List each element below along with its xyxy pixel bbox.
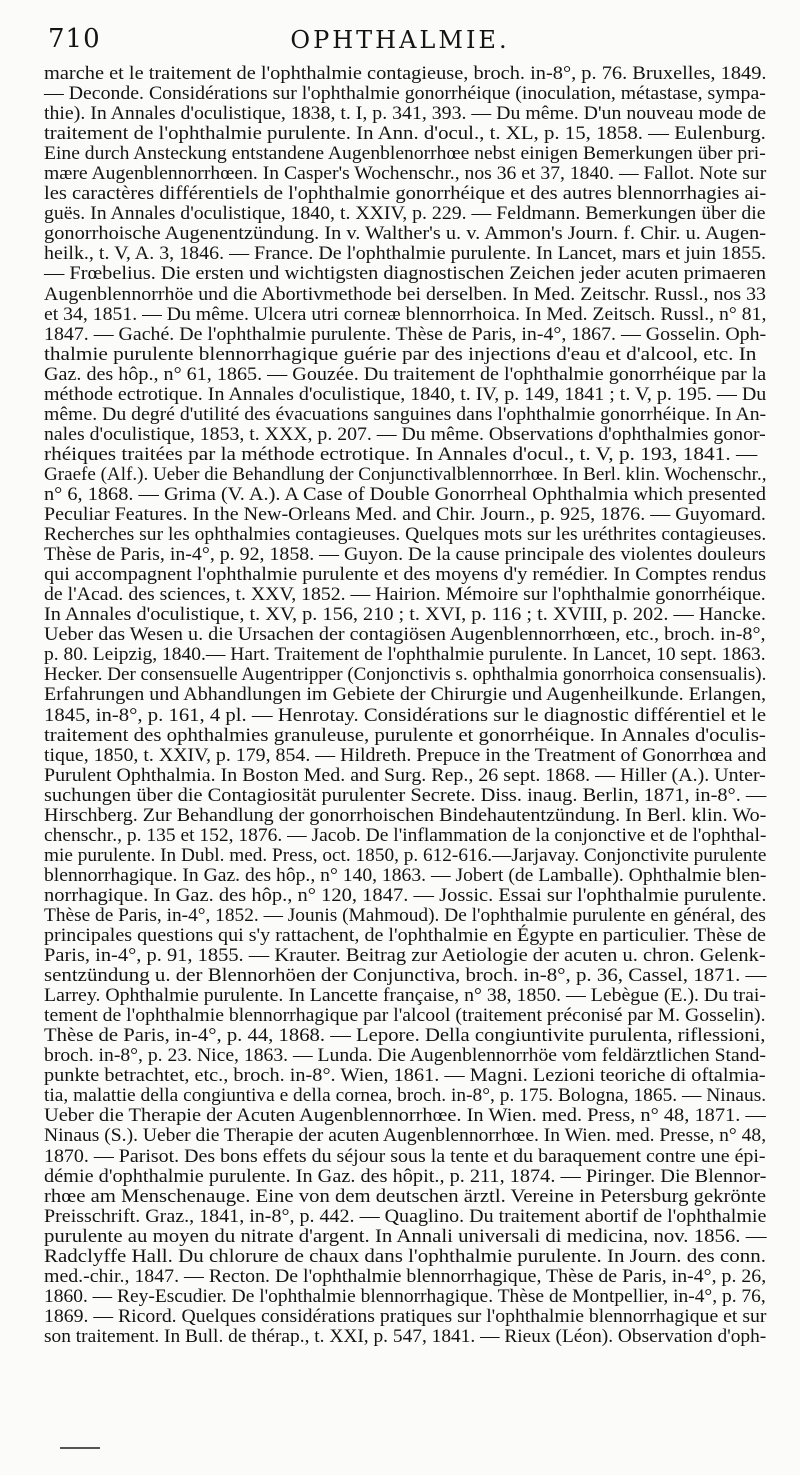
text-line: mære Augenblennorrhœen. In Casper's Wochenschr., nos 36 et 37, 1840. — Fallot. Note sur — [44, 164, 767, 185]
page-number: 710 — [48, 24, 101, 54]
text-line: sentzündung u. der Blennorhöen der Conjunctiva, broch. in-8°, p. 36, Cassel, 1871. — — [44, 966, 767, 987]
text-line: Thèse de Paris, in-4°, p. 92, 1858. — Guyon. De la cause principale des violentes douleurs — [44, 545, 766, 566]
text-line: 1869. — Ricord. Quelques considérations pratiques sur l'ophthalmie blennorrhagique et sur — [44, 1306, 767, 1327]
text-line: de l'Acad. des sciences, t. XXV, 1852. — Hairion. Mémoire sur l'ophthalmie gonorrhéique. — [44, 585, 766, 606]
text-line: tia, malattie della congiuntiva e della cornea, broch. in-8°, p. 175. Bologna, 1865. — Ninaus. — [44, 1086, 767, 1107]
text-line: Augenblennorrhöe und die Abortivmethode bei derselben. In Med. Zeitschr. Russl., nos 33 — [44, 284, 767, 305]
text-line: 1860. — Rey-Escudier. De l'ophthalmie blennorrhagique. Thèse de Montpellier, in-4°, p. 76, — [44, 1286, 766, 1307]
text-line: Gaz. des hôp., n° 61, 1865. — Gouzée. Du traitement de l'ophthalmie gonorrhéique par la — [44, 364, 767, 385]
text-line: In Annales d'oculistique, t. XV, p. 156, 210 ; t. XVI, p. 116 ; t. XVIII, p. 202. — Hancke. — [44, 605, 766, 626]
text-line: Larrey. Ophthalmie purulente. In Lancette française, n° 38, 1850. — Lebègue (E.). Du trai- — [44, 986, 767, 1007]
text-line: Purulent Ophthalmia. In Boston Med. and Surg. Rep., 26 sept. 1868. — Hiller (A.). Unter- — [44, 765, 766, 786]
text-line: Ninaus (S.). Ueber die Therapie der acuten Augenblennorrhœe. In Wien. med. Presse, n° 48, — [44, 1126, 767, 1147]
text-line: norrhagique. In Gaz. des hôp., n° 120, 1847. — Jossic. Essai sur l'ophthalmie purulente. — [44, 885, 767, 906]
text-line: 1870. — Parisot. Des bons effets du séjour sous la tente et du baraquement contre une épi- — [44, 1146, 766, 1167]
text-line: démie d'ophthalmie purulente. In Gaz. des hôpit., p. 211, 1874. — Piringer. Die Blennor- — [44, 1166, 767, 1187]
text-line: gonorrhoische Augenentzündung. In v. Walther's u. v. Ammon's Journ. f. Chir. u. Augen- — [44, 224, 766, 245]
text-line: Hirschberg. Zur Behandlung der gonorrhoischen Bindehautentzündung. In Berl. klin. Wo- — [44, 805, 767, 826]
text-line: Erfahrungen und Abhandlungen im Gebiete der Chirurgie und Augenheilkunde. Erlangen, — [44, 685, 766, 706]
text-line: heilk., t. V, A. 3, 1846. — France. De l'ophthalmie purulente. In Lancet, mars et juin 1855. — [44, 244, 767, 265]
text-line: tique, 1850, t. XXIV, p. 179, 854. — Hildreth. Prepuce in the Treatment of Gonorrhœa and — [44, 745, 767, 766]
text-line: rhéiques traitées par la méthode ectrotique. In Annales d'ocul., t. V, p. 193, 1841. — — [44, 444, 758, 465]
text-line: traitement des ophthalmies granuleuse, purulente et gonorrhéique. In Annales d'oculis- — [44, 725, 766, 746]
text-line: et 34, 1851. — Du même. Ulcera utri corneæ blennorrhoica. In Med. Zeitsch. Russl., n° 81, — [44, 304, 767, 325]
text-line: méthode ectrotique. In Annales d'oculistique, 1840, t. IV, p. 149, 1841 ; t. V, p. 195. — Du — [44, 384, 767, 405]
text-line: chenschr., p. 135 et 152, 1876. — Jacob. De l'inflammation de la conjonctive et de l'ophthal- — [44, 825, 767, 846]
text-line: n° 6, 1868. — Grima (V. A.). A Case of Double Gonorrheal Ophthalmia which presented — [44, 484, 767, 505]
page-header — [30, 18, 770, 58]
text-line: rhœe am Menschenauge. Eine von dem deutschen ärztl. Vereine in Petersburg gekrönte — [44, 1186, 767, 1207]
text-line: p. 80. Leipzig, 1840.— Hart. Traitement de l'ophthalmie purulente. In Lancet, 10 sept. 1863. — [44, 645, 766, 666]
running-head: OPHTHALMIE. — [290, 26, 510, 54]
text-line: suchungen über die Contagiosität purulenter Secrete. Diss. inaug. Berlin, 1871, in-8°. — — [44, 785, 767, 806]
text-line: principales questions qui s'y rattachent, de l'ophthalmie en Égypte en particulier. Thèse de — [44, 926, 766, 947]
text-line: Peculiar Features. In the New-Orleans Med. and Chir. Journ., p. 925, 1876. — Guyomard. — [44, 505, 766, 526]
text-line: Thèse de Paris, in-4°, p. 44, 1868. — Lepore. Della congiuntivite purulenta, riflessioni, — [44, 1026, 766, 1047]
text-line: Preisschrift. Graz., 1841, in-8°, p. 442. — Quaglino. Du traitement abortif de l'ophthalmie — [44, 1206, 767, 1227]
text-line: son traitement. In Bull. de thérap., t. XXI, p. 547, 1841. — Rieux (Léon). Observation d'oph- — [44, 1326, 767, 1347]
text-line: mie purulente. In Dubl. med. Press, oct. 1850, p. 612-616.—Jarjavay. Conjonctivite purulente — [44, 845, 767, 866]
text-line: 1845, in-8°, p. 161, 4 pl. — Henrotay. Considérations sur le diagnostic différentiel et le — [44, 705, 767, 726]
text-line: traitement de l'ophthalmie purulente. In Ann. d'ocul., t. XL, p. 15, 1858. — Eulenburg. — [44, 124, 766, 145]
text-line: nales d'oculistique, 1853, t. XXX, p. 207. — Du même. Observations d'ophthalmies gonor- — [44, 424, 766, 445]
text-line: 1847. — Gaché. De l'ophthalmie purulente. Thèse de Paris, in-4°, 1867. — Gosselin. Oph- — [44, 324, 767, 345]
text-line: purulente au moyen du nitrate d'argent. In Annali universali di medicina, nov. 1856. — — [44, 1226, 767, 1247]
text-line: marche et le traitement de l'ophthalmie contagieuse, broch. in-8°, p. 76. Bruxelles, 1849. — [44, 64, 767, 84]
text-line: même. Du degré d'utilité des évacuations sanguines dans l'ophthalmie gonorrhéique. In An- — [44, 404, 767, 425]
text-line: Eine durch Ansteckung entstandene Augenblenorrhœe nebst einigen Bemerkungen über pri- — [44, 144, 766, 165]
text-line: Recherches sur les ophthalmies contagieuses. Quelques mots sur les uréthrites contagieuses. — [44, 525, 767, 546]
text-line: — Frœbelius. Die ersten und wichtigsten diagnostischen Zeichen jeder acuten primaeren — [44, 264, 767, 285]
text-line: Radclyffe Hall. Du chlorure de chaux dans l'ophthalmie purulente. In Journ. des conn. — [44, 1246, 766, 1267]
text-line: Hecker. Der consensuelle Augentripper (Conjonctivis s. ophthalmia gonorrhoica consensualis). — [44, 665, 767, 686]
text-line: med.-chir., 1847. — Recton. De l'ophthalmie blennorrhagique, Thèse de Paris, in-4°, p. 26, — [44, 1266, 767, 1287]
text-line: Ueber das Wesen u. die Ursachen der contagiösen Augenblennorrhœen, etc., broch. in-8°, — [44, 625, 766, 646]
text-line: Thèse de Paris, in-4°, 1852. — Jounis (Mahmoud). De l'ophthalmie purulente en général, des — [44, 905, 766, 926]
text-line: Paris, in-4°, p. 91, 1855. — Krauter. Beitrag zur Aetiologie der acuten u. chron. Gelenk- — [44, 946, 766, 967]
text-line: guës. In Annales d'oculistique, 1840, t. XXIV, p. 229. — Feldmann. Bemerkungen über die — [44, 204, 766, 225]
text-line: blennorrhagique. In Gaz. des hôp., n° 140, 1863. — Jobert (de Lamballe). Ophthalmie blen- — [44, 865, 767, 886]
text-line: tement de l'ophthalmie blennorrhagique par l'alcool (traitement préconisé par M. Gosselin). — [44, 1006, 766, 1027]
bibliography-text — [44, 64, 766, 1347]
footer-rule — [60, 1447, 100, 1449]
text-line: thie). In Annales d'oculistique, 1838, t. I, p. 341, 393. — Du même. D'un nouveau mode de — [44, 104, 767, 125]
text-line: Ueber die Therapie der Acuten Augenblennorrhœe. In Wien. med. Press, n° 48, 1871. — — [44, 1106, 766, 1127]
text-line: punkte betrachtet, etc., broch. in-8°. Wien, 1861. — Magni. Lezioni teoriche di oftalmia- — [44, 1066, 766, 1087]
text-line: broch. in-8°, p. 23. Nice, 1863. — Lunda. Die Augenblennorrhöe vom feldärztlichen Stand- — [44, 1046, 766, 1067]
text-line: les caractères différentiels de l'ophthalmie gonorrhéique et des autres blennorrhagies ai- — [44, 184, 767, 205]
text-line: qui accompagnent l'ophthalmie purulente et des moyens d'y remédier. In Comptes rendus — [44, 565, 767, 586]
text-line: Graefe (Alf.). Ueber die Behandlung der Conjunctivalblennorrhœe. In Berl. klin. Wochenschr., — [44, 464, 767, 485]
text-line: thalmie purulente blennorrhagique guérie par des injections d'eau et d'alcool, etc. In — [44, 344, 757, 365]
text-line: — Deconde. Considérations sur l'ophthalmie gonorrhéique (inoculation, métastase, sympa- — [44, 84, 766, 105]
